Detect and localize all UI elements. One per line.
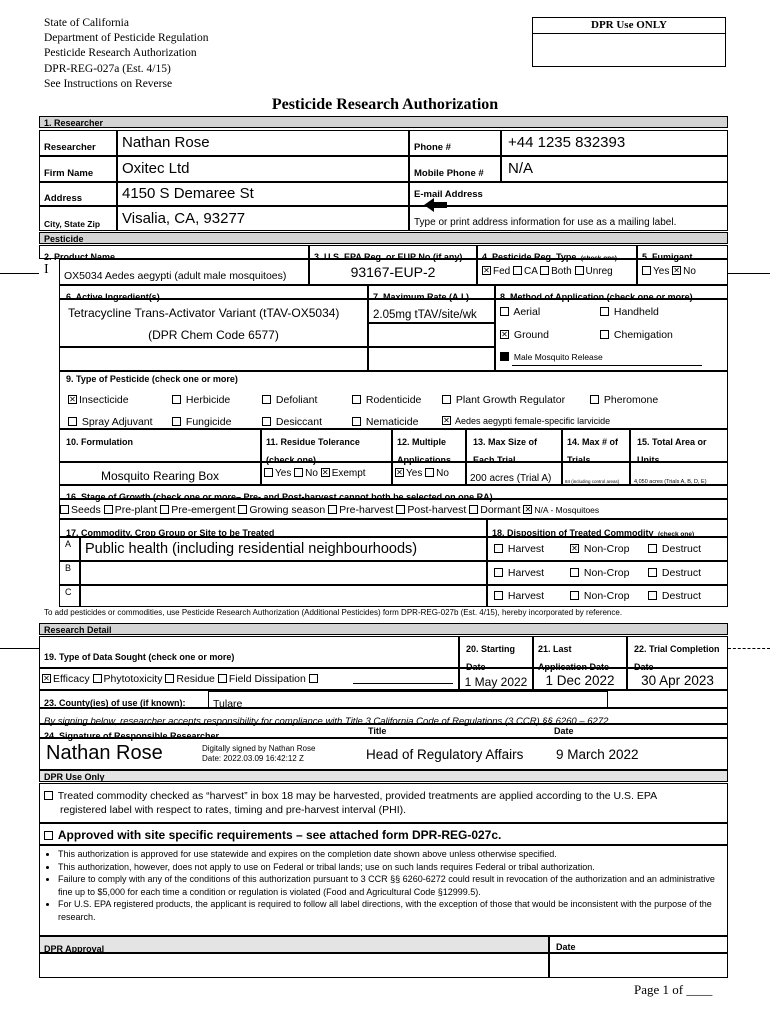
stage-growing-season[interactable]: Growing season: [238, 504, 325, 516]
authorization-conditions: [39, 845, 728, 936]
data-type-other-line: [353, 683, 453, 684]
disposition-c-destruct[interactable]: Destruct: [648, 590, 701, 602]
address-field[interactable]: 4150 S Demaree St: [117, 182, 409, 206]
title-field[interactable]: Head of Regulatory Affairs: [366, 747, 524, 762]
approval-date-label: Date: [549, 936, 728, 953]
header-line: Pesticide Research Authorization: [44, 47, 197, 60]
data-type-efficacy[interactable]: ✕Efficacy: [42, 673, 90, 685]
multiple-yes[interactable]: ✕ Yes: [395, 468, 422, 479]
condition-item: • Failure to comply with any of the conditions of this authorization pursuant to 3 CCR §§ 6260-6272 could result in revocation of the authorization and an administrative fine up to $5,000 for each time a condition or regulation is violated (Food and Agricultural Code §12999.5).: [58, 873, 723, 898]
commodity-label: 17. Commodity, Crop Group or Site to be Treated: [59, 519, 487, 537]
margin-line: [0, 273, 39, 274]
type-nematicide[interactable]: Nematicide: [352, 416, 418, 428]
type-herbicide[interactable]: Herbicide: [172, 394, 230, 406]
agency-header: [44, 16, 208, 92]
max-trials-field[interactable]: 84 (including control areas): [562, 462, 630, 485]
stage-pre-harvest[interactable]: Pre-harvest: [328, 504, 393, 516]
active-ingredient-value: Tetracycline Trans-Activator Variant (tTAV-OX5034): [68, 306, 340, 320]
condition-item: • This authorization is approved for use statewide and expires on the completion date shown above unless otherwise specified.: [58, 848, 723, 861]
date-label: Date: [554, 726, 574, 736]
signature-label: 24. Signature of Responsible Researcher: [44, 731, 220, 741]
disposition-c-noncrop[interactable]: Non-Crop: [570, 590, 629, 602]
email-field[interactable]: E-mail Address: [409, 182, 728, 206]
type-fungicide[interactable]: Fungicide: [172, 416, 231, 428]
disposition-a-destruct[interactable]: Destruct: [648, 543, 701, 555]
multiple-label: 12. Multiple Applications: [392, 429, 466, 462]
method-chemigation[interactable]: Chemigation: [600, 329, 673, 341]
signature-name[interactable]: Nathan Rose: [46, 742, 163, 764]
reg-type-fed[interactable]: ✕ Fed: [482, 266, 510, 277]
residue-no[interactable]: No: [294, 468, 318, 479]
mobile-field[interactable]: N/A: [501, 156, 728, 182]
product-name-label: 2. Product Name: [39, 245, 309, 259]
start-date-label: 20. Starting Date: [459, 636, 533, 668]
phone-label: Phone #: [409, 130, 501, 156]
stage-label: 16. Stage of Growth (check one or more– Pre- and Post-harvest cannot both be selected on one RA): [59, 485, 728, 499]
date-field[interactable]: 9 March 2022: [556, 747, 639, 762]
dpr-approval-field[interactable]: [39, 953, 549, 978]
commodity-field-a[interactable]: Public health (including residential neighbourhoods): [80, 537, 487, 561]
commodity-letter-c: C: [59, 585, 80, 607]
firm-label: Firm Name: [39, 156, 117, 182]
signature-label-row: [39, 724, 728, 741]
researcher-field[interactable]: Nathan Rose: [117, 130, 409, 156]
disposition-row-c: [487, 585, 728, 607]
max-rate-field[interactable]: 2.05mg tTAV/site/wk: [368, 299, 495, 323]
disposition-b-destruct[interactable]: Destruct: [648, 567, 701, 579]
disposition-b-noncrop[interactable]: Non-Crop: [570, 567, 629, 579]
method-ground[interactable]: ✕ Ground: [500, 329, 549, 341]
max-trials-label: 14. Max # of Trials: [562, 429, 630, 462]
data-type-other[interactable]: [309, 673, 320, 685]
title-label: Title: [368, 726, 387, 736]
pesticide-type-box: [59, 371, 728, 429]
condition-item: • This authorization, however, does not apply to use on Federal or tribal lands; use on such lands requires Federal or tribal authorization.: [58, 861, 723, 874]
commodity-letter-a: A: [59, 537, 80, 561]
reg-type-options: [477, 259, 637, 285]
fumigant-no[interactable]: ✕ No: [672, 266, 696, 277]
header-line: State of California: [44, 17, 129, 29]
method-handheld[interactable]: Handheld: [600, 306, 659, 318]
disposition-row-a: [487, 537, 728, 561]
city-field[interactable]: Visalia, CA, 93277: [117, 206, 409, 231]
additional-pesticides-note: To add pesticides or commodities, use Pesticide Research Authorization (Additional Pesticides) form DPR-REG-027b (Est. 4/15), hereby incorporated by reference.: [44, 608, 623, 617]
stage-post-harvest[interactable]: Post-harvest: [396, 504, 466, 516]
digital-signature: Digitally signed by Nathan Rose Date: 2022.03.09 16:42:12 Z: [202, 744, 316, 763]
dpr-use-only-label: DPR Use ONLY: [533, 18, 725, 34]
fumigant-options: [637, 259, 728, 285]
max-rate-field-2[interactable]: [368, 323, 495, 347]
data-type-phytotoxicity[interactable]: Phytotoxicity: [93, 673, 163, 685]
fumigant-label: 5. Fumigant: [637, 245, 728, 259]
approval-date-field[interactable]: [549, 953, 728, 978]
max-size-label: 13. Max Size of Each Trial: [466, 429, 562, 462]
data-type-field-dissipation[interactable]: Field Dissipation: [218, 673, 306, 685]
epa-label: 3. U.S. EPA Reg. or EUP No (if any): [309, 245, 477, 259]
treated-commodity-note: Treated commodity checked as “harvest” in box 18 may be harvested, provided treatments are applied according to the U.S. EPA registered label with respect to rates, timing and pre-harvest interval (PHI).: [39, 783, 728, 823]
data-type-residue[interactable]: Residue: [165, 673, 215, 685]
start-date-field[interactable]: 1 May 2022: [459, 668, 533, 690]
last-app-label: 21. Last Application Date: [533, 636, 627, 668]
researcher-label: Researcher: [39, 130, 117, 156]
epa-field[interactable]: 93167-EUP-2: [309, 259, 477, 285]
residue-exempt[interactable]: ✕ Exempt: [321, 468, 366, 479]
stage-dormant[interactable]: Dormant: [469, 504, 520, 516]
city-label: City, State Zip: [39, 206, 117, 231]
disposition-c-harvest[interactable]: Harvest: [494, 590, 544, 602]
multiple-options: [392, 462, 466, 485]
firm-field[interactable]: Oxitec Ltd: [117, 156, 409, 182]
condition-item: • For U.S. EPA registered products, the applicant is required to follow all label directions, with the exception of those that would be inconsistent with the purpose of the research.: [58, 898, 723, 923]
reg-type-unreg[interactable]: Unreg: [575, 266, 613, 277]
section-dpr-use-only: DPR Use Only: [39, 770, 728, 782]
formulation-label: 10. Formulation: [59, 429, 261, 462]
data-type-options: [39, 668, 459, 690]
completion-field[interactable]: 30 Apr 2023: [627, 668, 728, 690]
disposition-a-noncrop[interactable]: ✕ Non-Crop: [570, 543, 629, 555]
responsibility-statement: By signing below, researcher accepts responsibility for compliance with Title 3 California Code of Regulations (3 CCR) §§ 6260 – 6272.: [39, 708, 728, 724]
approved-checkbox[interactable]: [44, 831, 53, 840]
reg-type-both[interactable]: Both: [540, 266, 572, 277]
stage-pre-emergent[interactable]: Pre-emergent: [160, 504, 235, 516]
mailing-note: Type or print address information for use as a mailing label.: [409, 206, 728, 231]
stage-options: [59, 499, 728, 519]
disposition-row-b: [487, 561, 728, 585]
last-app-field[interactable]: 1 Dec 2022: [533, 668, 627, 690]
product-name-field[interactable]: OX5034 Aedes aegypti (adult male mosquitoes): [59, 259, 309, 285]
dpr-approval-label: DPR Approval: [39, 936, 549, 953]
chem-code: (DPR Chem Code 6577): [148, 328, 279, 342]
active-ingredient-label: 6. Active Ingredient(s): [59, 285, 368, 299]
stage-other[interactable]: ✕ N/A - Mosquitoes: [523, 504, 599, 516]
margin-line: [0, 648, 39, 649]
method-other[interactable]: Male Mosquito Release: [500, 351, 603, 363]
phone-field[interactable]: +44 1235 832393: [501, 130, 728, 156]
method-options: [495, 299, 728, 371]
active-ingredient-field-2[interactable]: [59, 347, 368, 371]
signature-row: [39, 738, 728, 770]
mobile-label: Mobile Phone #: [409, 156, 501, 182]
header-line: Department of Pesticide Regulation: [44, 32, 209, 45]
margin-line: [728, 273, 770, 274]
total-area-label: 15. Total Area or Units: [630, 429, 728, 462]
type-pheromone[interactable]: Pheromone: [590, 394, 658, 406]
county-label: 23. County(ies) of use (if known):: [44, 698, 186, 708]
total-area-field[interactable]: 4,050 acres (Trials A, B, D, E): [630, 462, 728, 485]
header-line: See Instructions on Reverse: [44, 77, 173, 90]
stage-pre-plant[interactable]: Pre-plant: [104, 504, 158, 516]
disposition-label: 18. Disposition of Treated Commodity (check one): [487, 519, 728, 537]
residue-label: 11. Residue Tolerance (check one): [261, 429, 392, 462]
active-ingredient-field[interactable]: [59, 299, 368, 347]
margin-line-dashed: [728, 648, 770, 649]
type-insecticide[interactable]: ✕Insecticide: [68, 394, 129, 406]
type-defoliant[interactable]: Defoliant: [262, 394, 317, 406]
data-sought-label: 19. Type of Data Sought (check one or more): [39, 636, 459, 668]
county-field[interactable]: Tulare: [208, 691, 608, 708]
max-rate-label: 7. Maximum Rate (A.I.): [368, 285, 495, 299]
header-line: DPR-REG-027a (Est. 4/15): [44, 62, 171, 75]
reg-type-ca[interactable]: CA: [513, 266, 537, 277]
stage-seeds[interactable]: Seeds: [60, 504, 101, 516]
section-researcher: 1. Researcher: [39, 116, 728, 128]
multiple-no[interactable]: No: [425, 468, 449, 479]
disposition-a-harvest[interactable]: Harvest: [494, 543, 544, 555]
completion-label: 22. Trial Completion Date: [627, 636, 728, 668]
row-marker: I: [44, 262, 49, 277]
commodity-field-b[interactable]: [80, 561, 487, 585]
dpr-use-only-box: [532, 17, 726, 67]
form-title: Pesticide Research Authorization: [271, 96, 499, 113]
commodity-field-c[interactable]: [80, 585, 487, 607]
page-number: Page 1 of ____: [634, 982, 713, 997]
type-pgr[interactable]: Plant Growth Regulator: [442, 394, 565, 406]
type-spray-adjuvant[interactable]: Spray Adjuvant: [68, 416, 153, 428]
approved-site-specific: Approved with site specific requirements – see attached form DPR-REG-027c.: [39, 823, 728, 845]
formulation-field[interactable]: Mosquito Rearing Box: [59, 462, 261, 485]
section-pesticide: Pesticide: [39, 232, 728, 244]
type-desiccant[interactable]: Desiccant: [262, 416, 322, 428]
reg-type-label: 4. Pesticide Reg. Type (check one): [477, 245, 637, 259]
treated-commodity-checkbox[interactable]: [44, 791, 53, 800]
method-label: 8. Method of Application (check one or more): [495, 285, 728, 299]
residue-yes[interactable]: Yes: [264, 468, 291, 479]
max-rate-field-3[interactable]: [368, 347, 495, 371]
fumigant-yes[interactable]: Yes: [642, 266, 669, 277]
address-label: Address: [39, 182, 117, 206]
disposition-b-harvest[interactable]: Harvest: [494, 567, 544, 579]
pesticide-type-label: 9. Type of Pesticide (check one or more): [66, 374, 238, 384]
max-size-field[interactable]: 200 acres (Trial A): [466, 462, 562, 485]
method-other-line: [512, 365, 702, 366]
commodity-letter-b: B: [59, 561, 80, 585]
section-research-detail: Research Detail: [39, 623, 728, 635]
type-rodenticide[interactable]: Rodenticide: [352, 394, 421, 406]
method-aerial[interactable]: Aerial: [500, 306, 540, 318]
type-other[interactable]: ✕ Aedes aegypti female-specific larvicide: [442, 416, 610, 426]
residue-options: [261, 462, 392, 485]
